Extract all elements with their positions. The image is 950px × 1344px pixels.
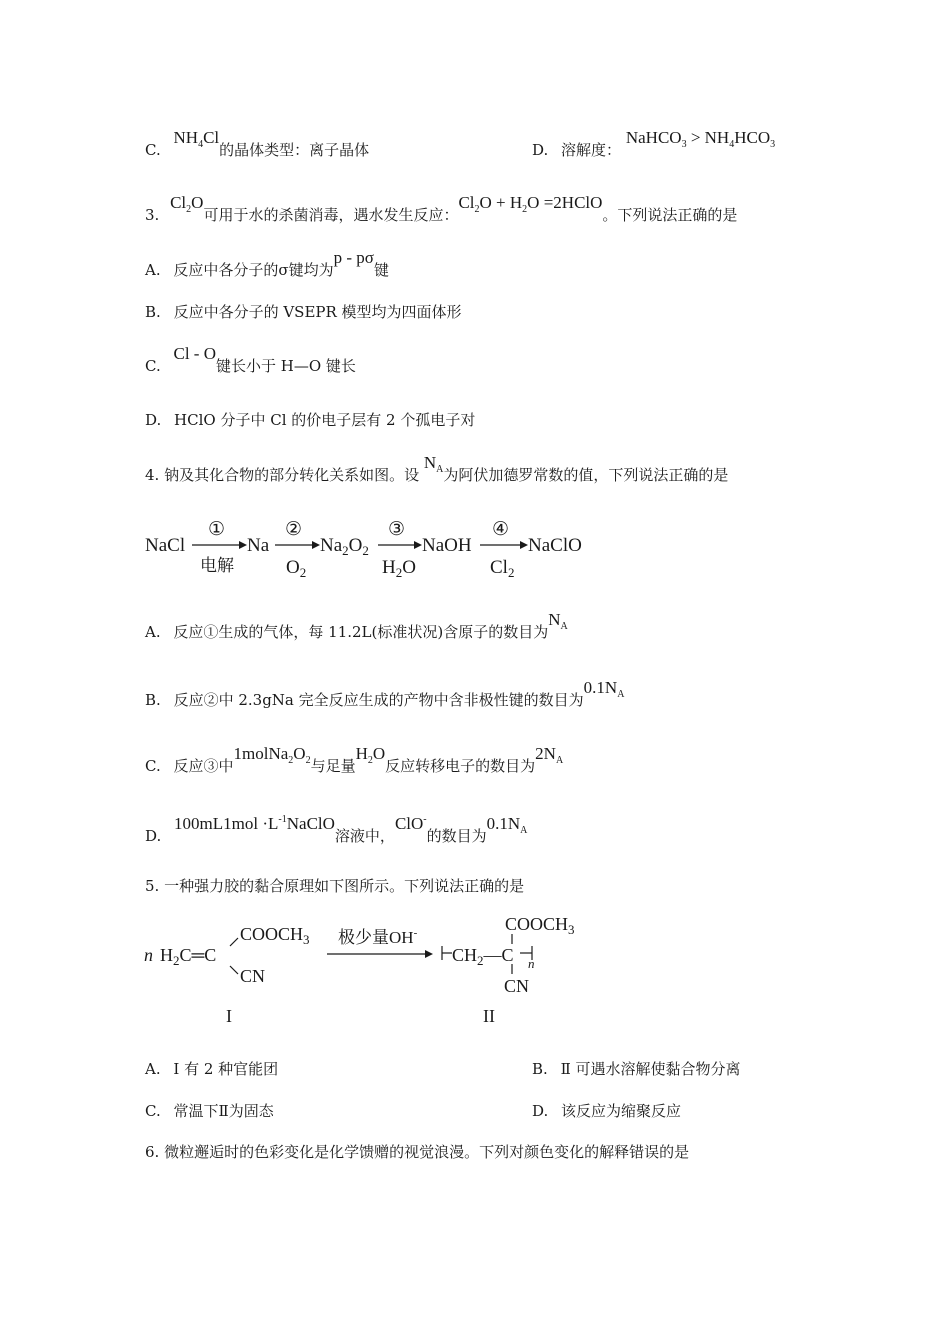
monomer-ester: $COOCH_3$ xyxy=(240,924,310,947)
q4-option-d-formula1: $100mL1mol \cdot L^{-1}NaClO$ xyxy=(174,814,335,833)
q5-option-b: B. Ⅱ 可遇水溶解使黏合物分离 xyxy=(532,1060,741,1078)
q4-option-d-formula2: ClO- xyxy=(394,814,427,833)
step-1: ① xyxy=(208,519,226,540)
q5-stem: 5. 一种强力胶的黏合原理如下图所示。下列说法正确的是 xyxy=(145,877,525,895)
q4-option-d: D. $100mL1mol \cdot L^{-1}NaClO$溶液中，ClO-的数目为$0.1N_A$ xyxy=(145,814,528,845)
q3-option-a-formula: p - pσ xyxy=(333,248,374,267)
q4-option-a-formula: $N_A$ xyxy=(548,610,568,632)
species-na2o2: $Na_2O_2$ xyxy=(320,535,369,558)
q4-option-a: A. 反应①生成的气体，每 11.2L(标准状况)含原子的数目为$N_A$ xyxy=(145,610,568,641)
q3-equation: $Cl_2O + H_2O$ =2HClO xyxy=(458,193,603,215)
q4-option-c: C. 反应③中$1molNa_2O_2$与足量$H_2O$反应转移电子的数目为$2N_A$ xyxy=(145,744,564,775)
q4-option-b-formula: $0.1N_A$ xyxy=(583,678,625,700)
q4-stem: 4. 钠及其化合物的部分转化关系如图。设 $N_A$为阿伏加德罗常数的值，下列说法正确的是 xyxy=(145,453,729,484)
polymer-chain: $CH_2—C$ xyxy=(452,945,514,968)
condition-electrolysis: 电解 xyxy=(200,556,234,575)
q4-option-c-formula1: $1molNa_2O_2$ xyxy=(233,744,311,766)
species-naoh: NaOH xyxy=(422,535,472,556)
q2-option-c: C. $NH_4Cl$的晶体类型：离子晶体 xyxy=(145,128,370,159)
monomer-formula: $H_2C═C$ xyxy=(160,945,217,968)
q5-option-d: D. 该反应为缩聚反应 xyxy=(532,1102,682,1120)
q2-option-d-formula: NaHCO$_3$ > $NH_4HCO_3$ xyxy=(625,128,776,150)
condition-o2: $O_2$ xyxy=(286,557,307,580)
q3-option-c: C. Cl - O键长小于 H—O 键长 xyxy=(145,344,356,375)
q5-option-c: C. 常温下Ⅱ为固态 xyxy=(145,1102,274,1120)
q6-stem: 6. 微粒邂逅时的色彩变化是化学馈赠的视觉浪漫。下列对颜色变化的解释错误的是 xyxy=(145,1143,690,1161)
step-3: ③ xyxy=(388,519,406,540)
q3-option-a: A. 反应中各分子的σ键均为p - pσ键 xyxy=(145,248,389,279)
species-nacl: NaCl xyxy=(145,535,186,556)
q4-option-c-formula3: $2N_A$ xyxy=(535,744,564,766)
step-4: ④ xyxy=(492,519,510,540)
q3-stem: 3. $Cl_2O$可用于水的杀菌消毒，遇水发生反应：$Cl_2O + H_2O$ =2HClO。下列说法正确的是 xyxy=(145,193,738,224)
q5-option-a: A. Ⅰ 有 2 种官能团 xyxy=(145,1060,279,1078)
q3-option-b: B. 反应中各分子的 VSEPR 模型均为四面体形 xyxy=(145,303,462,321)
q5-polymerization-scheme xyxy=(140,910,760,1030)
label-i: I xyxy=(226,1006,232,1026)
polymer-n: n xyxy=(528,956,535,971)
q4-option-c-formula2: $H_2O$ xyxy=(355,744,386,766)
species-naclo: NaClO xyxy=(528,535,582,556)
label-ii: II xyxy=(483,1006,495,1026)
monomer-n: n xyxy=(144,945,153,965)
q4-na-symbol: $N_A$ xyxy=(423,453,444,475)
q3-formula-cl2o: $Cl_2O$ xyxy=(170,193,204,215)
step-2: ② xyxy=(285,519,303,540)
q4-conversion-scheme xyxy=(140,513,760,583)
species-na: Na xyxy=(247,535,270,556)
q2-option-d: D. 溶解度： NaHCO$_3$ > $NH_4HCO_3$ xyxy=(532,128,776,159)
q2-option-c-formula: $NH_4Cl$ xyxy=(173,128,220,150)
polymer-ester: $COOCH_3$ xyxy=(505,914,575,937)
polymer-cn: CN xyxy=(504,976,530,996)
reagent: 极少量OH- xyxy=(338,927,418,947)
monomer-cn: CN xyxy=(240,966,266,986)
condition-h2o: $H_2O$ xyxy=(382,557,416,580)
q4-option-b: B. 反应②中 2.3gNa 完全反应生成的产物中含非极性键的数目为$0.1N_A$ xyxy=(145,678,625,709)
q3-option-d: D. HClO 分子中 Cl 的价电子层有 2 个孤电子对 xyxy=(145,411,476,429)
condition-cl2: $Cl_2$ xyxy=(490,557,515,580)
q4-option-d-formula3: $0.1N_A$ xyxy=(486,814,528,836)
